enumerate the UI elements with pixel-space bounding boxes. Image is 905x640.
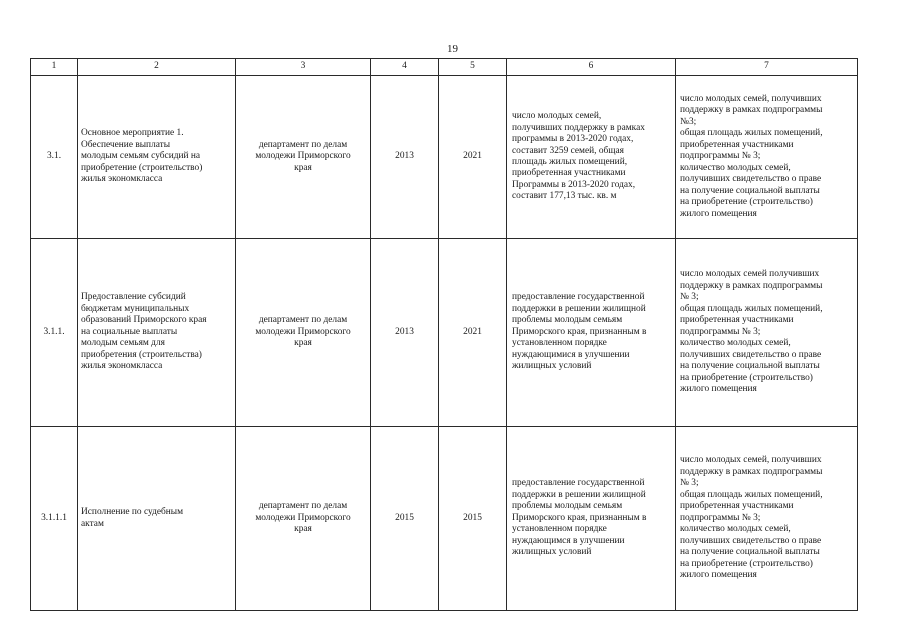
expected-result: предоставление государственной поддержки в решении жилищной проблемы молодым семьям Приморского края, признанным в установленном порядке нуждающимися в улучшении жилищных условий [507,239,676,427]
end-year: 2015 [439,427,507,611]
end-year: 2021 [439,76,507,239]
column-header: 5 [439,59,507,76]
table-row [31,427,858,611]
column-header: 3 [236,59,371,76]
program-table [30,58,858,611]
column-header: 6 [507,59,676,76]
start-year: 2013 [371,239,439,427]
row-number: 3.1.1. [31,239,78,427]
executor: департамент по делам молодежи Приморского края [236,76,371,239]
indicators: число молодых семей, получивших поддержку в рамках подпрограммы № 3; общая площадь жилых помещений, приобретенная участниками подпрограммы № 3; количество молодых семей, получивших свидетельство о праве на получение социальной выплаты на приобретение (строительство) жилого помещения [676,427,858,611]
expected-result: число молодых семей, получивших поддержку в рамках программы в 2013-2020 годах, составит 3259 семей, общая площадь жилых помещений, приобретенная участниками Программы в 2013-2020 годах, составит 177,13 тыс. кв. м [507,76,676,239]
executor: департамент по делам молодежи Приморского края [236,239,371,427]
activity-name: Основное мероприятие 1. Обеспечение выплаты молодым семьям субсидий на приобретение (строительство) жилья экономкласса [78,76,236,239]
executor: департамент по делам молодежи Приморского края [236,427,371,611]
column-header: 1 [31,59,78,76]
start-year: 2015 [371,427,439,611]
column-header: 4 [371,59,439,76]
page-number: 19 [447,43,458,55]
indicators: число молодых семей получивших поддержку в рамках подпрограммы № 3; общая площадь жилых помещений, приобретенная участниками подпрограммы № 3; количество молодых семей, получивших свидетельство о праве на получение социальной выплаты на приобретение (строительство) жилого помещения [676,239,858,427]
column-header: 2 [78,59,236,76]
column-header: 7 [676,59,858,76]
end-year: 2021 [439,239,507,427]
header-row [31,59,858,76]
activity-name: Исполнение по судебным актам [78,427,236,611]
table-row [31,239,858,427]
start-year: 2013 [371,76,439,239]
expected-result: предоставление государственной поддержки в решении жилищной проблемы молодым семьям Приморского края, признанным в установленном порядке нуждающимся в улучшении жилищных условий [507,427,676,611]
table-row [31,76,858,239]
activity-name: Предоставление субсидий бюджетам муниципальных образований Приморского края на социальные выплаты молодым семьям для приобретения (строительства) жилья экономкласса [78,239,236,427]
indicators: число молодых семей, получивших поддержку в рамках подпрограммы №3; общая площадь жилых помещений, приобретенная участниками подпрограммы № 3; количество молодых семей, получивших свидетельство о праве на получение социальной выплаты на приобретение (строительство) жилого помещения [676,76,858,239]
row-number: 3.1.1.1 [31,427,78,611]
row-number: 3.1. [31,76,78,239]
